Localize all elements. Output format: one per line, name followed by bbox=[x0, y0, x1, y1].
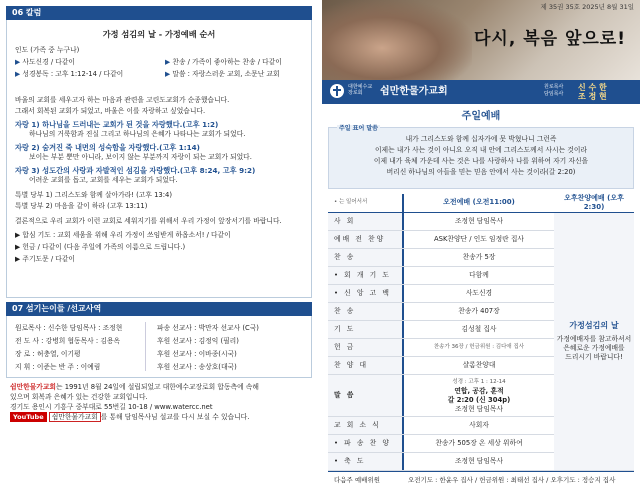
church-bar bbox=[322, 80, 640, 104]
pm-text: 가정예배자를 참고하셔서 은혜로운 가정예배를 드리시기 바랍니다! bbox=[556, 335, 632, 362]
intro-text-1: 바울의 교회를 세우고자 하는 마음과 관련을 고린도교회가 순종했습니다. bbox=[15, 96, 230, 105]
column-box bbox=[6, 20, 312, 298]
point-3-sub: 어려운 교회를 돕고, 교회를 세우는 교회가 되었다. bbox=[29, 175, 178, 184]
staff-line: 원로목사 : 신수한 담임목사 : 조정현 bbox=[15, 324, 123, 332]
special-request-2: 특별 당부 2) 마음을 같이 하라 (고후 13:11) bbox=[15, 202, 148, 211]
praying-hands-image bbox=[322, 0, 472, 80]
worship-title: 주일예배 bbox=[461, 111, 501, 122]
table-row: 헌 금 찬송가 36장 / 헌금위원 : 김다애 집사 bbox=[328, 339, 634, 357]
missionary-list bbox=[157, 322, 259, 374]
family-worship-order bbox=[15, 46, 303, 96]
table-row: • 축 도 조정현 담임목사 bbox=[328, 453, 634, 471]
order-item: ▶ 찬송 / 가족이 좋아하는 찬송 / 다같이 bbox=[165, 58, 282, 67]
am-header: 오전예배 (오전11:00) bbox=[404, 194, 554, 213]
cover-banner bbox=[322, 0, 640, 80]
pm-header: 오후찬양예배 (오후2:30) bbox=[554, 194, 634, 213]
intro-text-2: 그래서 회복된 교회가 되었고, 바울은 이를 자랑하고 싶었습니다. bbox=[15, 107, 206, 116]
table-header bbox=[328, 194, 634, 213]
church-info-text: 있으며 회복과 은혜가 있는 건강한 교회입니다. bbox=[10, 393, 148, 401]
staff-line: 지 휘 : 이준는 반 주 : 이예림 bbox=[15, 363, 101, 371]
right-page bbox=[322, 0, 640, 485]
point-1-sub: 하나님의 거룩함과 진실 그리고 하나님의 은혜가 나타나는 교회가 되었다. bbox=[29, 130, 246, 139]
point-1-title: 자랑 1) 하나님을 드러내는 교회가 된 것을 자랑했다.(고후 1:2) bbox=[15, 120, 219, 130]
list-item: ▶ 헌금 / 다같이 (다음 주일에 가족의 이름으로 드립니다.) bbox=[15, 242, 186, 251]
verse-box bbox=[328, 124, 634, 189]
verse-text: 내가 그리스도와 함께 십자가에 못 박혔나니 그런즉 이제는 내가 사는 것이 아니요 오직 내 안에 그리스도께서 사시는 것이라 이제 내가 육체 가운데 사는 것은 나를 사랑하사 나를 위하여 자기 자신을 버리신 하나님의 아들을 믿는 믿음 안에서 사는 것이라(갈 2:20) bbox=[373, 134, 589, 176]
left-page bbox=[0, 0, 320, 440]
missionary-line: 파송 선교사 : 박만자 선교사 (C국) bbox=[157, 324, 259, 332]
closing-list bbox=[15, 231, 303, 265]
pm-cell bbox=[554, 213, 634, 471]
point-2-title: 자랑 2) 숨겨진 죽 내면의 성숙함을 자랑했다.(고후 1:14) bbox=[15, 143, 200, 153]
staff-box bbox=[6, 316, 312, 378]
church-info-text: 는 1991년 8월 24일에 설립되었고 대한예수교장로회 합동측에 속해 bbox=[55, 383, 259, 391]
staff-list bbox=[15, 322, 122, 374]
church-name: 쉼만한물가교회 bbox=[380, 86, 448, 97]
sermon-row: 말 씀 성경 : 고후 1 : 12-14 연합, 공감, 훈적 갈 2:20 (신 304p) 조정현 담임목사 bbox=[328, 375, 634, 417]
pastor-names: 신 수 한 조 정 현 bbox=[578, 83, 607, 101]
order-intro: 인도 (가족 중 누구나) bbox=[15, 46, 80, 55]
youtube-text: 를 통해 담임목사님 설교를 다시 보실 수 있습니다. bbox=[100, 413, 250, 421]
sermon-verse: 갈 2:20 (신 304p) bbox=[447, 395, 511, 404]
closing-text: 결론적으로 우리 교회가 이런 교회로 세워지기를 위해서 우리 가정이 앞장서기를 바랍니다. bbox=[15, 217, 282, 226]
youtube-channel-link[interactable]: 쉼만한물가교회 bbox=[49, 412, 101, 422]
pm-title: 가정섬김의 날 bbox=[569, 321, 619, 331]
point-3-title: 자랑 3) 성도간의 사랑과 자발적인 섬김을 자랑했다.(고후 8:24, 고후 9:2) bbox=[15, 166, 256, 176]
staff-line: 전 도 사 : 강병희 협동목사 : 김용옥 bbox=[15, 337, 121, 345]
next-week-label: 다음주 예배위원 bbox=[334, 476, 381, 485]
standing-note: • 는 일어서서 bbox=[328, 194, 402, 213]
point-2-sub: 보이는 부분 뿐만 아니라, 보이지 않는 부분까지 자랑이 되는 교회가 되었다. bbox=[29, 153, 252, 162]
verse-tag: 주일 표어 말씀 bbox=[339, 124, 378, 132]
table-row: • 신 앙 고 백 사도신경 bbox=[328, 285, 634, 303]
staff-line: 장 로 : 허충열, 이기평 bbox=[15, 350, 81, 358]
table-row: • 파 송 찬 양 찬송가 505장 온 세상 위하여 bbox=[328, 435, 634, 453]
section-header-07: 07 섬기는이들 /선교사역 bbox=[6, 302, 312, 316]
next-week-list: 오전기도 : 한윤우 집사 / 헌금위원 : 최태선 집사 / 오후기도 : 정승지 집사 bbox=[408, 476, 616, 485]
church-info bbox=[6, 378, 312, 422]
sermon-preacher: 조정현 담임목사 bbox=[454, 404, 504, 413]
table-row: 찬 송 찬송가 5장 bbox=[328, 249, 634, 267]
worship-order-table bbox=[328, 194, 634, 472]
sermon-title: 연합, 공감, 훈적 bbox=[454, 386, 504, 395]
table-row: 교 회 소 식 사회자 bbox=[328, 417, 634, 435]
missionary-line: 후원 선교사 : 송상호(대국) bbox=[157, 363, 237, 371]
table-row: • 회 개 기 도 다함께 bbox=[328, 267, 634, 285]
sermon-reference: 성경 : 고후 1 : 12-14 bbox=[452, 378, 506, 385]
list-item: ▶ 합심 기도 : 교회 세움을 위해 우리 가정이 쓰임받게 하옵소서! / 다같이 bbox=[15, 230, 231, 239]
section-header-06: 06 칼럼 bbox=[6, 6, 312, 20]
next-week-servers bbox=[328, 471, 634, 489]
table-row: 예배 전 찬양 ASK찬양단 / 인도 임정란 집사 bbox=[328, 231, 634, 249]
church-name-highlight: 쉼만한물가교회 bbox=[10, 383, 56, 391]
missionary-line: 후원 선교사 : 이바종(시국) bbox=[157, 350, 237, 358]
order-item: ▶ 말씀 : 자랑스러운 교회, 소문난 교회 bbox=[165, 70, 280, 79]
order-item: ▶ 성경봉독 : 고후 1:12-14 / 다같이 bbox=[15, 70, 124, 79]
missionary-line: 후원 선교사 : 김정익 (필리) bbox=[157, 337, 239, 345]
list-item: ▶ 주기도문 / 다같이 bbox=[15, 254, 75, 263]
church-address[interactable]: 경기도 용인시 기흥구 중부대로 55번길 10-18 / www.watercc.net bbox=[10, 403, 213, 411]
table-row: 찬 양 대 샬롬찬양대 bbox=[328, 357, 634, 375]
slogan: 다시, 복음 앞으로! bbox=[473, 29, 626, 49]
cross-logo-icon bbox=[330, 84, 344, 98]
order-item: ▶ 사도신경 / 다같이 bbox=[15, 58, 75, 67]
table-row: 기 도 김성철 집사 bbox=[328, 321, 634, 339]
youtube-icon[interactable]: YouTube bbox=[10, 412, 47, 422]
table-row: 찬 송 찬송가 407장 bbox=[328, 303, 634, 321]
issue-info: 제 35권 35호 2025년 8월 31일 bbox=[540, 3, 634, 11]
denomination: 대한예수교 장로회 bbox=[348, 84, 373, 96]
column-title: 가정 섬김의 날 - 가정예배 순서 bbox=[102, 29, 216, 39]
special-request-1: 특별 당부 1) 그리스도와 함께 살아가라! (고후 13:4) bbox=[15, 191, 173, 200]
table-row: 사 회 조정현 담임목사 가정섬김의 날 가정예배자를 참고하셔서 은혜로운 가정예배를 드리시기 바랍니다! bbox=[328, 213, 634, 231]
divider bbox=[145, 322, 146, 371]
pastor-roles: 원로목사 담임목사 bbox=[544, 84, 564, 97]
